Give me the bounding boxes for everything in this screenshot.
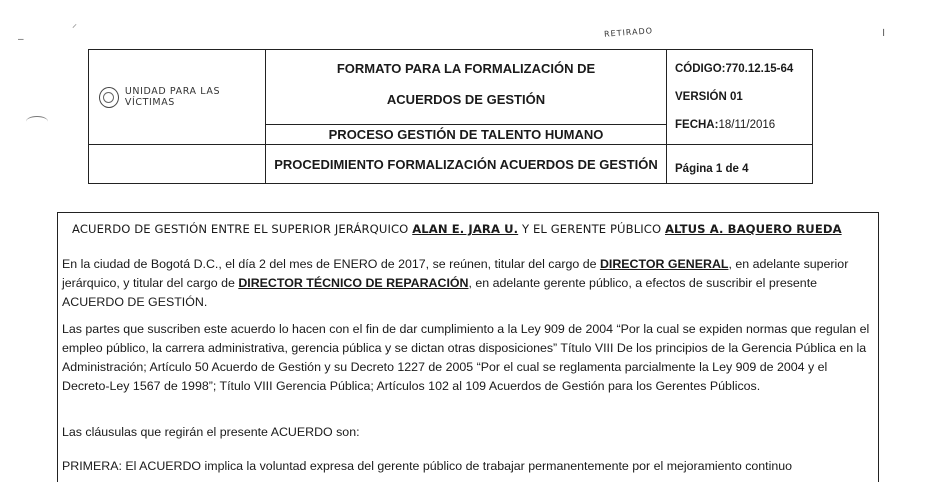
document-header-table [88,49,813,184]
document-version: VERSIÓN 01 [675,91,743,103]
scan-mark [26,116,48,127]
logo-blank-cell [89,145,266,184]
superior-role: DIRECTOR GENERAL [599,257,729,271]
paragraph-clauses-intro: Las cláusulas que regirán el presente ACUERDO son: [62,425,360,439]
document-title: FORMATO PARA LA FORMALIZACIÓN DE ACUERDOS DE GESTIÓN [266,50,667,125]
procedure-name: PROCEDIMIENTO FORMALIZACIÓN ACUERDOS DE GESTIÓN [266,145,667,184]
scan-mark: – [18,34,24,45]
coat-of-arms-icon [99,87,119,108]
document-date: FECHA:18/11/2016 [675,119,776,131]
scan-mark: ╷ [880,22,888,36]
manager-name: ALTUS A. BAQUERO RUEDA [664,222,842,236]
paragraph-legal-basis: Las partes que suscriben este acuerdo lo hacen con el fin de dar cumplimiento a la Ley 909 de 2004 “Por la cual se expiden normas que regulan el empleo público, la carrera administrativa, gerencia pública y se dictan otras disposiciones” Título VIII De los principios de la Gerencia Pública en la Administración; Artículo 50 Acuerdo de Gestión y su Decreto 1227 de 2005 “Por el cual se reglamenta parcialmente la Ley 909 de 2004 y el Decreto-Ley 1567 de 1998”; Título VIII Gerencia Pública; Artículos 102 al 109 Acuerdos de Gestión para los Gerentes Públicos. [62,322,870,393]
document-meta [667,50,813,145]
logo-cell [89,50,266,145]
paragraph-meeting: En la ciudad de Bogotá D.C., el día 2 del mes de ENERO de 2017, se reúnen, titular del cargo de DIRECTOR GENERAL, en adelante superior jerárquico, y titular del cargo de DIRECTOR TÉCNICO DE REPARACIÓN, en adelante gerente público, a efectos de suscribir el presente ACUERDO DE GESTIÓN. [62,257,849,309]
organization-logo-text: UNIDAD PARA LAS VÍCTIMAS [124,86,221,108]
process-name: PROCESO GESTIÓN DE TALENTO HUMANO [266,125,667,145]
paragraph-first-clause: PRIMERA: El ACUERDO implica la voluntad expresa del gerente público de trabajar permanentemente por el mejoramiento continuo [62,459,793,473]
page-number: Página 1 de 4 [667,145,813,184]
document-code: CÓDIGO:770.12.15-64 [675,63,794,75]
agreement-body [57,212,879,482]
scan-mark: ⸝ [72,19,77,30]
manager-role: DIRECTOR TÉCNICO DE REPARACIÓN [238,276,469,290]
withdrawn-stamp: RETIRADO [603,26,654,39]
superior-name: ALAN E. JARA U. [412,222,519,236]
agreement-title: ACUERDO DE GESTIÓN ENTRE EL SUPERIOR JERÁRQUICO ALAN E. JARA U. Y EL GERENTE PÚBLICO ALTUS A. BAQUERO RUEDA [72,222,842,236]
